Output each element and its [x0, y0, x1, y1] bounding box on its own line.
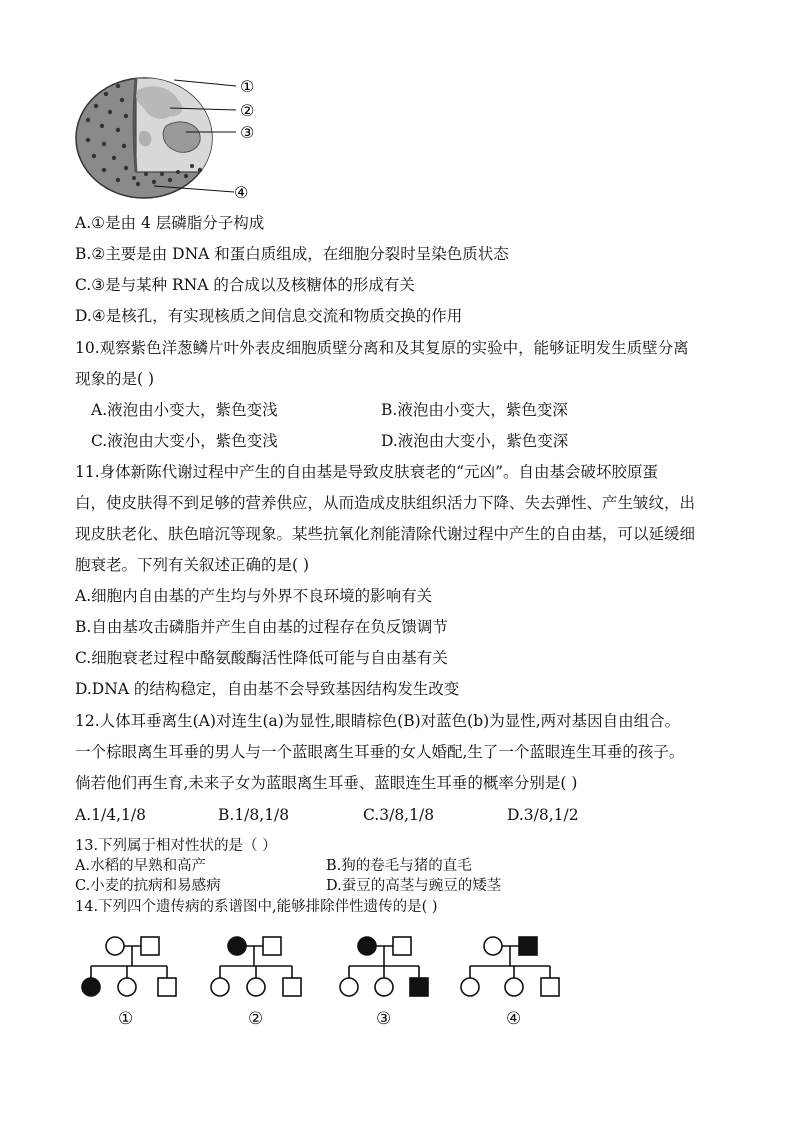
q11-stem-line-1: 11.身体新陈代谢过程中产生的自由基是导致皮肤衰老的“元凶”。自由基会破坏胶原蛋 [75, 463, 659, 481]
q12-option-a: A.1/4,1/8 [75, 806, 146, 824]
q13-stem: 13.下列属于相对性状的是（ ） [75, 838, 277, 854]
q12-option-c: C.3/8,1/8 [363, 806, 435, 824]
pedigree-label-2: ② [248, 1009, 264, 1029]
q12-stem-line-2: 一个棕眼离生耳垂的男人与一个蓝眼离生耳垂的女人婚配,生了一个蓝眼连生耳垂的孩子。 [75, 743, 685, 761]
q10-option-b: B.液泡由小变大，紫色变深 [381, 401, 568, 419]
q10-stem-line-1: 10.观察紫色洋葱鳞片叶外表皮细胞质壁分离和及其复原的实验中，能够证明发生质壁分离 [75, 339, 689, 357]
q11-stem-line-2: 白，使皮肤得不到足够的营养供应，从而造成皮肤组织活力下降、失去弹性、产生皱纹，出 [75, 494, 696, 512]
q11-option-a: A.细胞内自由基的产生均与外界不良环境的影响有关 [75, 587, 433, 605]
q13-option-c: C.小麦的抗病和易感病 [75, 878, 221, 894]
q13-option-b: B.狗的卷毛与猪的直毛 [326, 858, 472, 874]
pedigree-3 [340, 937, 428, 996]
q13-option-a: A.水稻的早熟和高产 [75, 858, 207, 874]
q11-stem-line-3: 现皮肤老化、肤色暗沉等现象。某些抗氧化剂能清除代谢过程中产生的自由基，可以延缓细 [75, 525, 696, 543]
q13-option-d: D.蚕豆的高茎与豌豆的矮茎 [326, 878, 502, 894]
q9-option-b: B.②主要是由 DNA 和蛋白质组成，在细胞分裂时呈染色质状态 [75, 245, 509, 263]
pedigree-4 [461, 937, 559, 996]
callout-4: ④ [234, 183, 249, 200]
q12-option-b: B.1/8,1/8 [218, 806, 290, 824]
q11-stem-line-4: 胞衰老。下列有关叙述正确的是( ) [75, 556, 310, 574]
callout-2: ② [240, 101, 255, 120]
q10-option-c: C.液泡由大变小，紫色变浅 [91, 432, 278, 450]
q11-option-d: D.DNA 的结构稳定，自由基不会导致基因结构发生改变 [75, 680, 460, 698]
q12-option-d: D.3/8,1/2 [507, 806, 579, 824]
q10-option-d: D.液泡由大变小，紫色变深 [381, 432, 569, 450]
pedigree-1 [82, 937, 176, 996]
q9-option-a: A.①是由 4 层磷脂分子构成 [75, 214, 265, 232]
pedigree-label-1: ① [118, 1009, 134, 1029]
q11-option-c: C.细胞衰老过程中酪氨酸酶活性降低可能与自由基有关 [75, 649, 448, 667]
q9-option-c: C.③是与某种 RNA 的合成以及核糖体的形成有关 [75, 276, 415, 294]
q14-stem: 14.下列四个遗传病的系谱图中,能够排除伴性遗传的是( ) [75, 899, 438, 915]
pedigree-label-4: ④ [506, 1009, 522, 1029]
nucleus-diagram [74, 70, 284, 200]
pedigree-label-3: ③ [376, 1009, 392, 1029]
callout-3: ③ [240, 123, 255, 142]
q10-stem-line-2: 现象的是( ) [75, 370, 155, 388]
q11-option-b: B.自由基攻击磷脂并产生自由基的过程存在负反馈调节 [75, 618, 448, 636]
q9-option-d: D.④是核孔，有实现核质之间信息交流和物质交换的作用 [75, 307, 463, 325]
callout-1: ① [240, 77, 255, 96]
q12-stem-line-1: 12.人体耳垂离生(A)对连生(a)为显性,眼睛棕色(B)对蓝色(b)为显性,两对基因自由组合。 [75, 712, 681, 730]
q10-option-a: A.液泡由小变大，紫色变浅 [91, 401, 278, 419]
q12-stem-line-3: 倘若他们再生育,未来子女为蓝眼离生耳垂、蓝眼连生耳垂的概率分别是( ) [75, 774, 578, 792]
pedigree-charts [78, 928, 578, 1033]
pedigree-2 [211, 937, 301, 996]
